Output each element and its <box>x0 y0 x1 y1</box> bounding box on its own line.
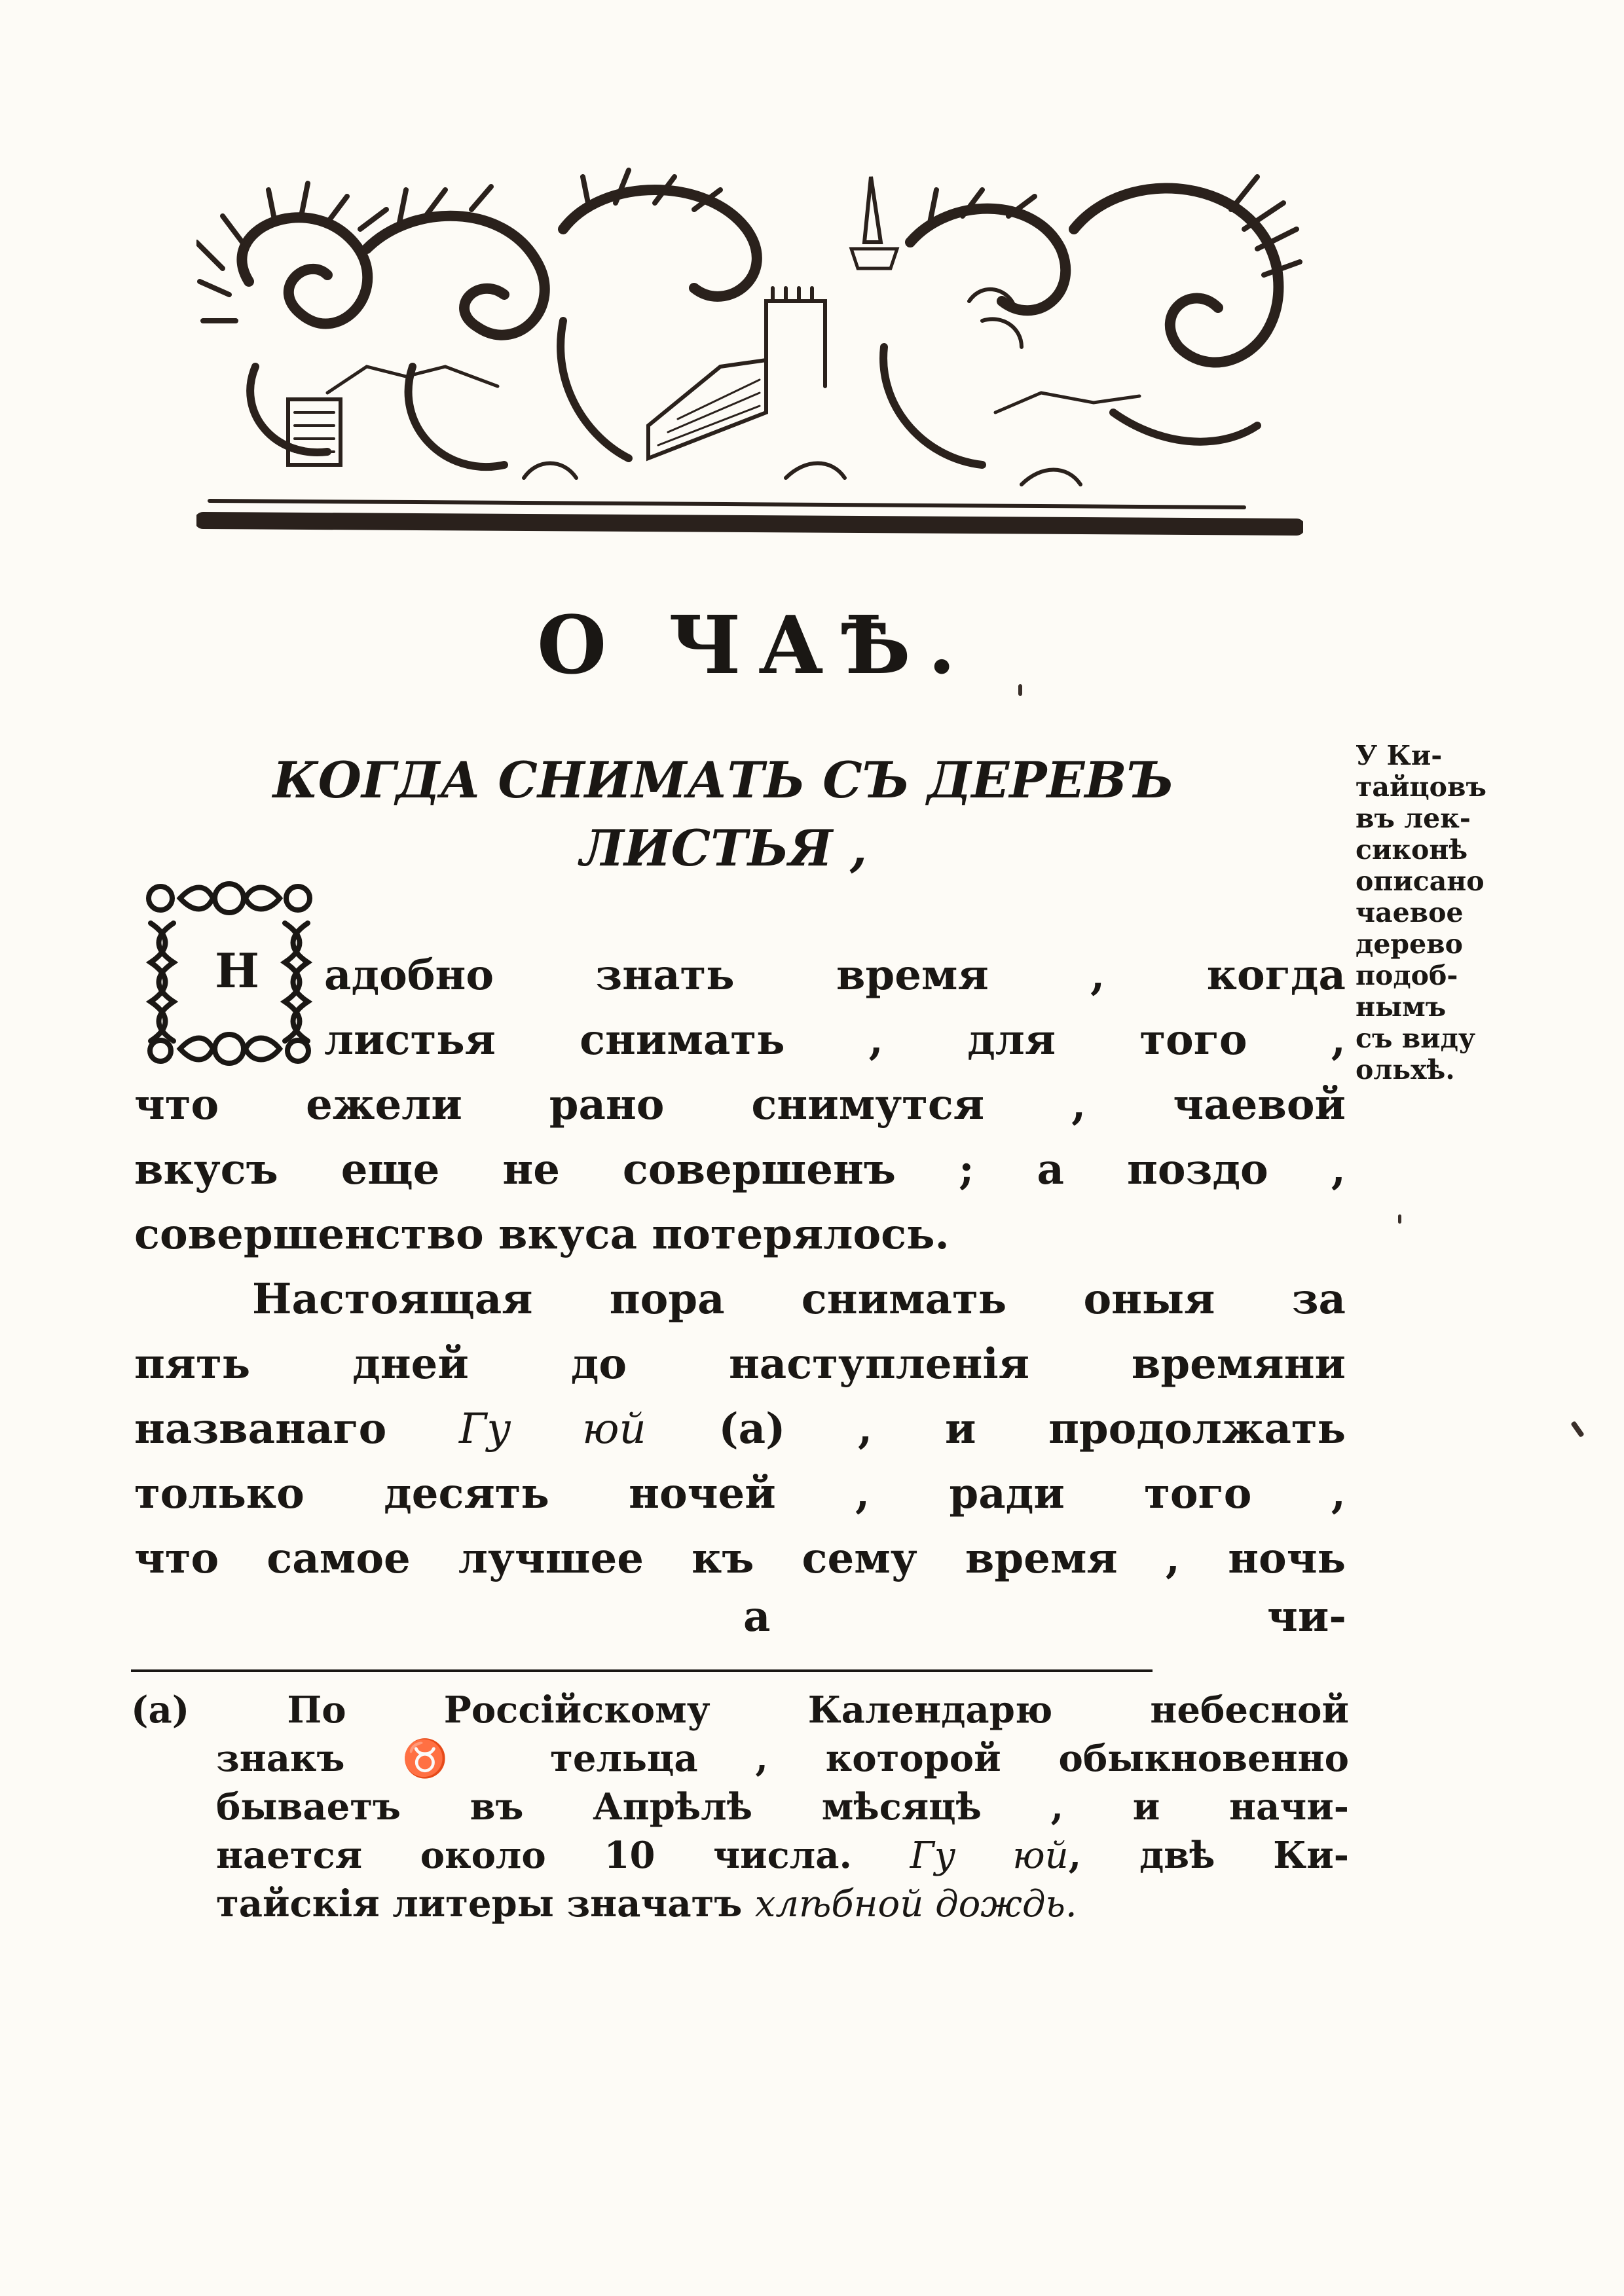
footnote-line <box>216 1880 1349 1929</box>
margin-note-line: чаевое <box>1356 897 1464 928</box>
subtitle-line-2: ЛИСТЬЯ , <box>580 819 868 877</box>
text-run: названаго <box>134 1404 459 1453</box>
footnote-line: знакъ ♉ тельца , которой обыкновенно <box>216 1737 1349 1780</box>
margin-note-line: У Ки- <box>1356 740 1443 771</box>
footnote-line <box>216 1831 1349 1880</box>
paragraph-2-line: только десять ночей , ради того , <box>134 1469 1346 1518</box>
paragraph-2-line <box>134 1396 1346 1462</box>
text-run: , двѣ Ки- <box>1068 1834 1350 1877</box>
ink-speck <box>1570 1421 1584 1438</box>
footnote-rule <box>131 1669 1153 1672</box>
margin-note-line: въ лек- <box>1356 803 1471 834</box>
text-run: нается около 10 числа. <box>216 1834 910 1877</box>
paragraph-1-line: совершенство вкуса потерялось. <box>134 1210 950 1259</box>
chapter-subtitle <box>167 746 1280 883</box>
text-run: тайскія литеры значатъ <box>216 1882 755 1925</box>
subtitle-line-1: КОГДА СНИМАТЬ СЪ ДЕРЕВЪ <box>272 751 1175 809</box>
margin-note-line: описано <box>1356 866 1485 897</box>
italic-term: Гу юй <box>910 1834 1069 1877</box>
margin-note-line: сиконѣ <box>1356 834 1468 866</box>
text-run: (а) , и продолжать <box>646 1404 1346 1453</box>
page-title: О ЧАѢ. <box>537 598 973 692</box>
margin-note-line: ольхѣ. <box>1356 1054 1455 1085</box>
margin-note-line: съ виду <box>1356 1023 1476 1054</box>
paragraph-1-line: вкусъ еще не совершенъ ; а поздо , <box>134 1145 1346 1194</box>
margin-note-line: нымъ <box>1356 991 1447 1023</box>
paragraph-1-line: что ежели рано снимутся , чаевой <box>134 1080 1346 1129</box>
initial-letter: Н <box>215 943 260 998</box>
margin-note-line: подоб- <box>1356 960 1458 991</box>
paragraph-2-line: что самое лучшее къ сему время , ночь <box>134 1534 1346 1583</box>
paragraph-1-line: адобно знать время , когда <box>324 951 1346 1000</box>
paragraph-1-line: листья снимать , для того , <box>324 1015 1346 1065</box>
signature-mark: а <box>743 1592 771 1641</box>
italic-term: Гу юй <box>458 1405 646 1453</box>
catchword: чи- <box>1267 1592 1346 1641</box>
margin-note-line: дерево <box>1356 928 1463 960</box>
ornamental-headpiece <box>196 151 1303 543</box>
paragraph-2-line: пять дней до наступленія времяни <box>134 1339 1346 1389</box>
ink-speck <box>1398 1214 1401 1224</box>
footnote-line: бываетъ въ Апрѣлѣ мѣсяцѣ , и начи- <box>216 1785 1349 1829</box>
italic-term: хлѣбной дождь. <box>754 1883 1077 1925</box>
paragraph-2-line: Настоящая пора снимать оныя за <box>252 1275 1346 1324</box>
footnote-line: (а) По Россійскому Календарю небесной <box>131 1688 1349 1732</box>
marginal-note <box>1356 740 1572 1085</box>
margin-note-line: тайцовъ <box>1356 771 1486 803</box>
ink-speck <box>1018 684 1022 696</box>
